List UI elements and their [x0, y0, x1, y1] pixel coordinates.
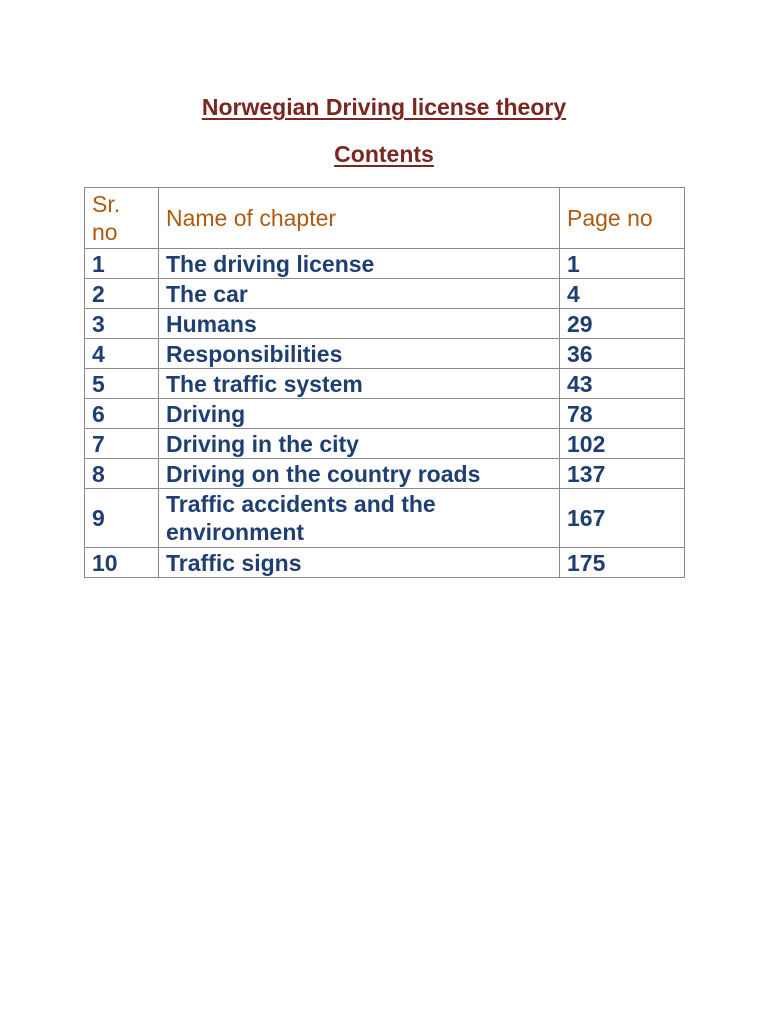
table-row [85, 249, 685, 279]
row-page-no: 167 [560, 489, 685, 548]
row-sr-no: 3 [85, 309, 159, 339]
row-sr-no: 7 [85, 429, 159, 459]
row-page-no: 1 [560, 249, 685, 279]
row-page-no: 175 [560, 548, 685, 578]
row-sr-no: 8 [85, 459, 159, 489]
header-sr-no: Sr. no [85, 188, 159, 249]
row-sr-no: 2 [85, 279, 159, 309]
row-chapter-name: The traffic system [159, 369, 560, 399]
row-sr-no: 6 [85, 399, 159, 429]
row-chapter-name: Traffic signs [159, 548, 560, 578]
table-row [85, 339, 685, 369]
row-page-no: 29 [560, 309, 685, 339]
row-page-no: 43 [560, 369, 685, 399]
row-page-no: 102 [560, 429, 685, 459]
row-page-no: 137 [560, 459, 685, 489]
row-chapter-name: Driving on the country roads [159, 459, 560, 489]
contents-heading-text: Contents [334, 141, 434, 167]
row-sr-no: 1 [85, 249, 159, 279]
header-page-no: Page no [560, 188, 685, 249]
table-row [85, 399, 685, 429]
table-row [85, 548, 685, 578]
document-title [0, 94, 768, 121]
table-header-row [85, 188, 685, 249]
row-chapter-name: Responsibilities [159, 339, 560, 369]
row-chapter-name: The car [159, 279, 560, 309]
table-row [85, 489, 685, 548]
row-chapter-name: Driving [159, 399, 560, 429]
table-row [85, 459, 685, 489]
document-title-text: Norwegian Driving license theory [201, 94, 567, 120]
contents-table [84, 187, 685, 578]
row-page-no: 78 [560, 399, 685, 429]
row-chapter-name: The driving license [159, 249, 560, 279]
row-page-no: 36 [560, 339, 685, 369]
row-sr-no: 5 [85, 369, 159, 399]
row-chapter-name: Driving in the city [159, 429, 560, 459]
row-sr-no: 10 [85, 548, 159, 578]
table-row [85, 279, 685, 309]
row-chapter-name: Traffic accidents and the environment [159, 489, 560, 548]
table-row [85, 369, 685, 399]
table-row [85, 429, 685, 459]
row-chapter-name: Humans [159, 309, 560, 339]
header-chapter-name: Name of chapter [159, 188, 560, 249]
row-page-no: 4 [560, 279, 685, 309]
table-row [85, 309, 685, 339]
row-sr-no: 4 [85, 339, 159, 369]
row-sr-no: 9 [85, 489, 159, 548]
contents-heading [0, 141, 768, 168]
